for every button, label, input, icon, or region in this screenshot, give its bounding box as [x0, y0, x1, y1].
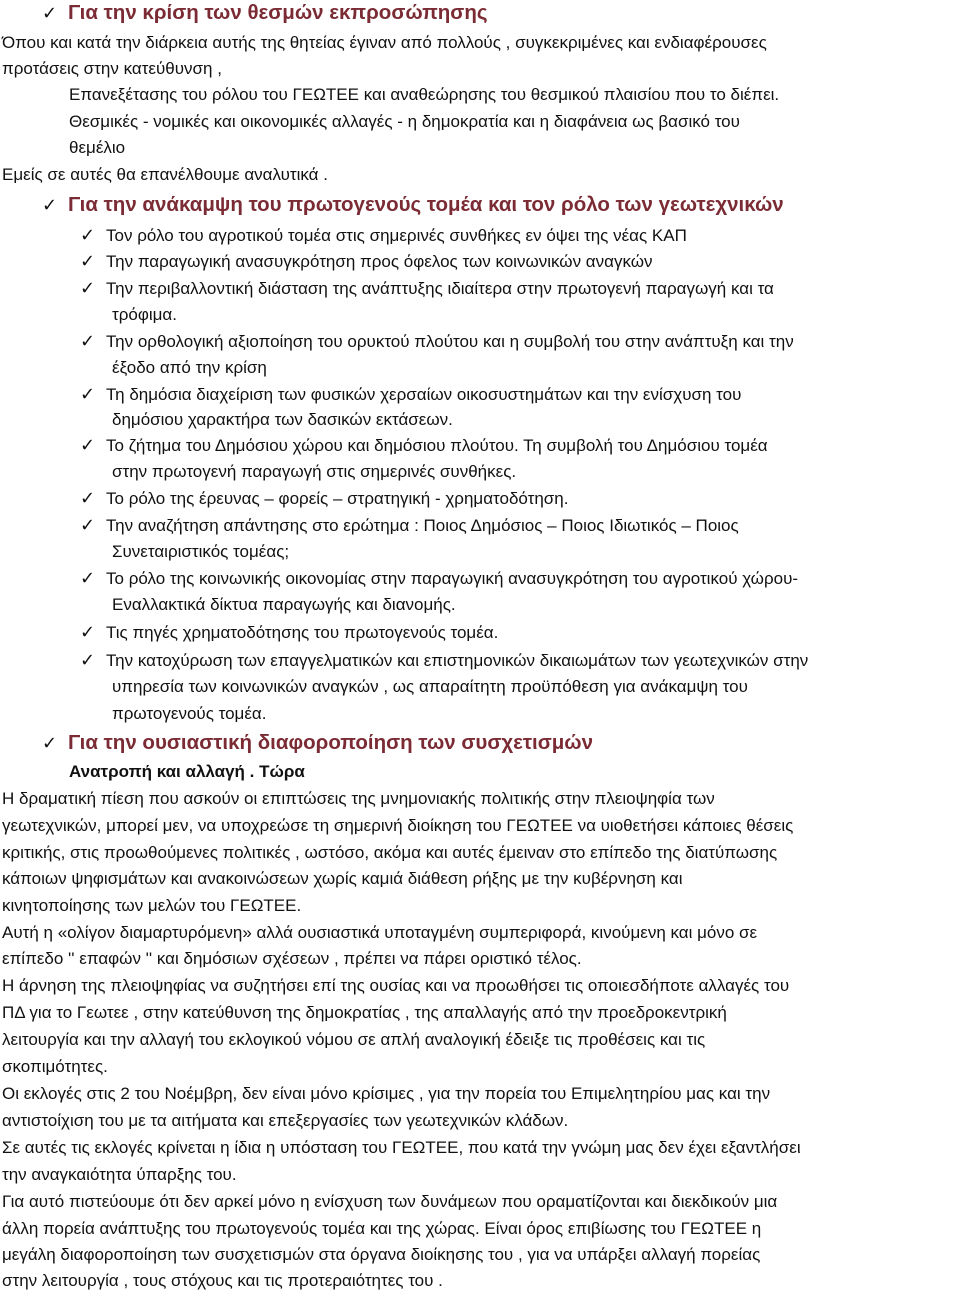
paragraph-line: θεμέλιο	[69, 138, 126, 157]
list-item-continuation: πρωτογενούς τομέα.	[112, 704, 267, 723]
paragraph-line: ΠΔ για το Γεωτεε , στην κατεύθυνση της δημοκρατίας , της απαλλαγής από την προεδροκεντρική	[2, 1003, 727, 1022]
list-item: ✓ Την περιβαλλοντική διάσταση της ανάπτυξης ιδιαίτερα στην πρωτογενή παραγωγή και τα	[80, 275, 774, 302]
list-item-continuation: Εναλλακτικά δίκτυα παραγωγής και διανομής.	[112, 595, 456, 614]
list-item: ✓ Τις πηγές χρηματοδότησης του πρωτογενούς τομέα.	[80, 619, 498, 646]
list-item: ✓ Το ρόλο της κοινωνικής οικονομίας στην παραγωγική ανασυγκρότηση του αγροτικού χώρου-	[80, 565, 798, 592]
paragraph-line: λειτουργία και την αλλαγή του εκλογικού νόμου σε απλή αναλογική έδειξε τις προθέσεις και τις	[2, 1030, 706, 1049]
paragraph-line: την αναγκαιότητα ύπαρξης του.	[2, 1165, 237, 1184]
paragraph-line: Εμείς σε αυτές θα επανέλθουμε αναλυτικά .	[2, 165, 328, 184]
paragraph-line: Η άρνηση της πλειοψηφίας να συζητήσει επί της ουσίας και να προωθήσει τις οποιεσδήποτε αλλαγές του	[2, 976, 790, 995]
paragraph-line: Αυτή η «ολίγον διαμαρτυρόμενη» αλλά ουσιαστικά υποταγμένη συμπεριφορά, κινούμενη και μόνο σε	[2, 923, 758, 942]
list-item: ✓ Την αναζήτηση απάντησης στο ερώτημα : Ποιος Δημόσιος – Ποιος Ιδιωτικός – Ποιος	[80, 512, 739, 539]
paragraph-line: κάποιων ψηφισμάτων και ανακοινώσεων χωρίς καμιά διάθεση ρήξης με την κυβέρνηση και	[2, 869, 683, 888]
checkmark-icon: ✓	[80, 225, 96, 245]
paragraph-line: Οι εκλογές στις 2 του Νοέμβρη, δεν είναι μόνο κρίσιμες , για την πορεία του Επιμελητηρίου μας και την	[2, 1084, 771, 1103]
paragraph-line: αντιστοίχιση του με τα αιτήματα και επεξεργασίες των γεωτεχνικών κλάδων.	[2, 1111, 569, 1130]
list-item-continuation: έξοδο από την κρίση	[112, 358, 267, 377]
paragraph-line: επίπεδο '' επαφών '' και δημόσιων σχέσεων , πρέπει να πάρει οριστικό τέλος.	[2, 949, 582, 968]
paragraph-line: Σε αυτές τις εκλογές κρίνεται η ίδια η υπόσταση του ΓΕΩΤΕΕ, που κατά την γνώμη μας δεν έχει εξαντλήσει	[2, 1138, 801, 1157]
paragraph-line: σκοπιμότητες.	[2, 1057, 108, 1076]
paragraph-line: Όπου και κατά την διάρκεια αυτής της θητείας έγιναν από πολλούς , συγκεκριμένες και ενδιαφέρουσες	[2, 33, 767, 52]
checkmark-icon: ✓	[80, 384, 96, 404]
list-item: ✓ Το ζήτημα του Δημόσιου χώρου και δημόσιου πλούτου. Τη συμβολή του Δημόσιου τομέα	[80, 432, 768, 459]
list-item-continuation: Συνεταιριστικός τομέας;	[112, 542, 290, 561]
list-item-continuation: υπηρεσία των κοινωνικών αναγκών , ως απαραίτητη προϋπόθεση για ανάκαμψη του	[112, 677, 748, 696]
list-item: ✓ Την ορθολογική αξιοποίηση του ορυκτού πλούτου και η συμβολή του στην ανάπτυξη και την	[80, 328, 794, 355]
checkmark-icon: ✓	[42, 3, 58, 23]
list-item-continuation: στην πρωτογενή παραγωγή στις σημερινές συνθήκες.	[112, 462, 517, 481]
list-item: ✓ Την παραγωγική ανασυγκρότηση προς όφελος των κοινωνικών αναγκών	[80, 248, 653, 275]
checkmark-icon: ✓	[80, 515, 96, 535]
list-item: ✓ Τη δημόσια διαχείριση των φυσικών χερσαίων οικοσυστημάτων και την ενίσχυση του	[80, 381, 741, 408]
checkmark-icon: ✓	[80, 251, 96, 271]
section-heading-balance-of-power: ✓ Για την ουσιαστική διαφοροποίηση των συσχετισμών	[42, 731, 594, 754]
paragraph-line: Για αυτό πιστεύουμε ότι δεν αρκεί μόνο η ενίσχυση των δυνάμεων που οραματίζονται και διεκδικούν μια	[2, 1192, 778, 1211]
checkmark-icon: ✓	[80, 568, 96, 588]
list-item-continuation: δημόσιου χαρακτήρα των δασικών εκτάσεων.	[112, 410, 453, 429]
checkmark-icon: ✓	[80, 331, 96, 351]
list-item: ✓ Την κατοχύρωση των επαγγελματικών και επιστημονικών δικαιωμάτων των γεωτεχνικών στην	[80, 647, 808, 674]
paragraph-line: προτάσεις στην κατεύθυνση ,	[2, 59, 222, 78]
section-heading-institutions: ✓ Για την κρίση των θεσμών εκπροσώπησης	[42, 1, 488, 24]
checkmark-icon: ✓	[80, 278, 96, 298]
subheading: Ανατροπή και αλλαγή . Τώρα	[69, 762, 305, 781]
checkmark-icon: ✓	[80, 488, 96, 508]
section-heading-primary-sector: ✓ Για την ανάκαμψη του πρωτογενούς τομέα και τον ρόλο των γεωτεχνικών	[42, 193, 784, 216]
paragraph-line: Θεσμικές - νομικές και οικονομικές αλλαγές - η δημοκρατία και η διαφάνεια ως βασικό του	[69, 112, 740, 131]
paragraph-line: Η δραματική πίεση που ασκούν οι επιπτώσεις της μνημονιακής πολιτικής στην πλειοψηφία των	[2, 789, 715, 808]
paragraph-line: κινητοποίησης των μελών του ΓΕΩΤΕΕ.	[2, 896, 302, 915]
paragraph-line: άλλη πορεία ανάπτυξης του πρωτογενούς τομέα και της χώρας. Είναι όρος επιβίωσης του ΓΕΩΤΕΕ η	[2, 1219, 762, 1238]
list-item-continuation: τρόφιμα.	[112, 305, 177, 324]
paragraph-line: γεωτεχνικών, μπορεί μεν, να υποχρεώσε τη σημερινή διοίκηση του ΓΕΩΤΕΕ να υιοθετήσει κάποιες θέσεις	[2, 816, 794, 835]
checkmark-icon: ✓	[42, 733, 58, 753]
list-item: ✓ Το ρόλο της έρευνας – φορείς – στρατηγική - χρηματοδότηση.	[80, 485, 568, 512]
checkmark-icon: ✓	[80, 435, 96, 455]
paragraph-line: Επανεξέτασης του ρόλου του ΓΕΩΤΕΕ και αναθεώρησης του θεσμικού πλαισίου που το διέπει.	[69, 85, 780, 104]
paragraph-line: κριτικής, στις προωθούμενες πολιτικές , ωστόσο, ακόμα και αυτές έμειναν στο επίπεδο της διατύπωσης	[2, 843, 778, 862]
paragraph-line: στην λειτουργία , τους στόχους και τις προτεραιότητες του .	[2, 1271, 443, 1290]
checkmark-icon: ✓	[80, 622, 96, 642]
paragraph-line: μεγάλη διαφοροποίηση των συσχετισμών στα όργανα διοίκησης του , για να υπάρξει αλλαγή πορείας	[2, 1245, 761, 1264]
checkmark-icon: ✓	[42, 195, 58, 215]
checkmark-icon: ✓	[80, 650, 96, 670]
list-item: ✓ Τον ρόλο του αγροτικού τομέα στις σημερινές συνθήκες εν όψει της νέας ΚΑΠ	[80, 222, 687, 249]
